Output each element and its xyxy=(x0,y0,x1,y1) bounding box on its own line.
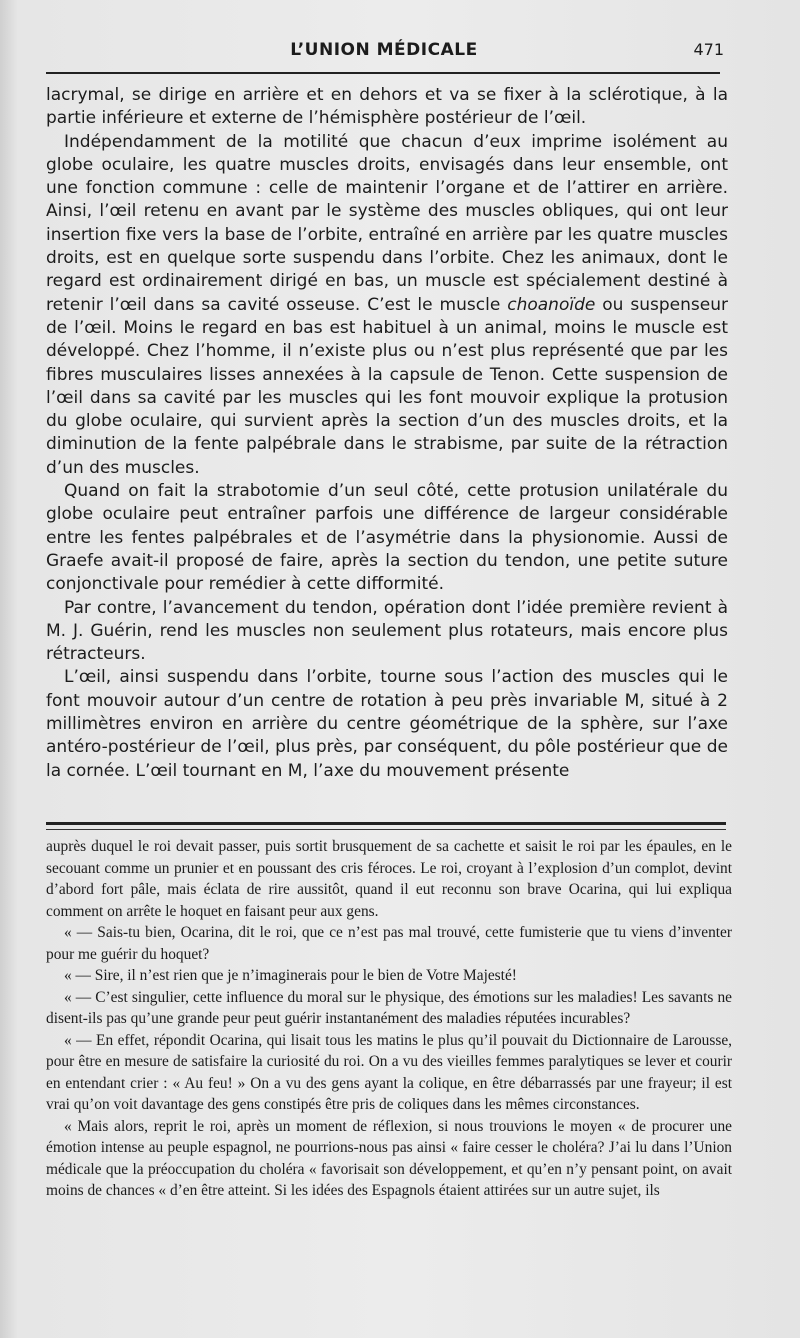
footnote-separator xyxy=(46,822,726,830)
footnote-text xyxy=(46,836,732,1202)
body-paragraph: lacrymal, se dirige en arrière et en dehors et va se fixer à la sclérotique, à la partie inférieure et externe de l’hémisphère postérieur de l’œil. xyxy=(46,85,728,129)
footnote-paragraph: « — Sais-tu bien, Ocarina, dit le roi, que ce n’est pas mal trouvé, cette fumisterie que tu viens d’inventer pour me guérir du hoquet? xyxy=(46,924,732,963)
footnote-paragraph: « — Sire, il n’est rien que je n’imaginerais pour le bien de Votre Majesté! xyxy=(64,967,517,984)
italic-term: choanoïde xyxy=(507,294,596,315)
footnote-paragraph: « — En effet, répondit Ocarina, qui lisait tous les matins le plus qu’il pouvait du Dictionnaire de Larousse, pour être en mesure de satisfaire la curiosité du roi. On a vu des vieilles femmes paralytiques se lever et courir en entendant crier : « Au feu! » On a vu des gens ayant la colique, en être débarrassés par une frayeur; il est vrai qu’on voit davantage des gens constipés être pris de coliques dans les mêmes circonstances. xyxy=(46,1031,732,1113)
footnote-paragraph: « — C’est singulier, cette influence du moral sur le physique, des émotions sur les maladies! Les savants ne disent-ils pas qu’une grande peur peut guérir instantanément des maladies réputées incurables? xyxy=(46,988,732,1027)
running-title: L’UNION MÉDICALE xyxy=(290,40,478,60)
body-paragraph: Indépendamment de la motilité que chacun d’eux imprime isolément au globe oculaire, les quatre muscles droits, envisagés dans leur ensemble, ont une fonction commune : celle de maintenir l’organe et de l’attirer en arrière. Ainsi, l’œil retenu en avant par le système des muscles obliques, qui ont leur insertion fixe vers la base de l’orbite, entraîné en arrière par les quatre muscles droits, est en quelque sorte suspendu dans l’orbite. Chez les animaux, dont le regard est ordinairement dirigé en bas, un muscle est spécialement destiné à retenir l’œil dans sa cavité osseuse. C’est le muscle choanoïde ou suspenseur de l’œil. Moins le regard en bas est habituel à un animal, moins le muscle est développé. Chez l’homme, il n’existe plus ou n’est plus représenté que par les fibres musculaires lisses annexées à la capsule de Tenon. Cette suspension de l’œil dans sa cavité par les muscles qui les font mouvoir explique la protusion du globe oculaire, qui survient après la section d’un des muscles droits, et la diminution de la fente palpébrale dans le strabisme, par suite de la rétraction d’un des muscles. xyxy=(46,131,728,478)
page-number: 471 xyxy=(693,40,724,59)
footnote-paragraph: auprès duquel le roi devait passer, puis sortit brusquement de sa cachette et saisit le roi par les épaules, en le secouant comme un prunier et en poussant des cris féroces. Le roi, croyant à l’explosion d’un complot, devint d’abord fort pâle, mais éclata de rire aussitôt, quand il eut reconnu son brave Ocarina, qui lui expliqua comment on arrête le hoquet en faisant peur aux gens. xyxy=(46,838,732,920)
main-text xyxy=(46,84,728,783)
header-rule xyxy=(46,72,720,74)
page-header xyxy=(40,40,728,70)
body-paragraph: Par contre, l’avancement du tendon, opération dont l’idée première revient à M. J. Guérin, rend les muscles non seulement plus rotateurs, mais encore plus rétracteurs. xyxy=(46,597,728,665)
footnote-paragraph: « Mais alors, reprit le roi, après un moment de réflexion, si nous trouvions le moyen « de procurer une émotion intense au peuple espagnol, ne pourrions-nous pas ainsi « faire cesser le choléra? J’ai lu dans l’Union médicale que la préoccupation du choléra « favorisait son développement, et qu’en n’y pensant point, on avait moins de chances « d’en être atteint. Si les idées des Espagnols étaient attirées sur un autre sujet, ils xyxy=(46,1117,732,1199)
body-paragraph: Quand on fait la strabotomie d’un seul côté, cette protusion unilatérale du globe oculaire peut entraîner parfois une différence de largeur considérable entre les fentes palpébrales et de l’asymétrie dans la physionomie. Aussi de Graefe avait-il proposé de faire, après la section du tendon, une petite suture conjonctivale pour remédier à cette difformité. xyxy=(46,481,728,595)
body-paragraph: L’œil, ainsi suspendu dans l’orbite, tourne sous l’action des muscles qui le font mouvoir autour d’un centre de rotation à peu près invariable M, situé à 2 millimètres environ en arrière du centre géométrique de la sphère, sur l’axe antéro-postérieur de l’œil, plus près, par conséquent, du pôle postérieur que de la cornée. L’œil tournant en M, l’axe du mouvement présente xyxy=(46,667,728,781)
